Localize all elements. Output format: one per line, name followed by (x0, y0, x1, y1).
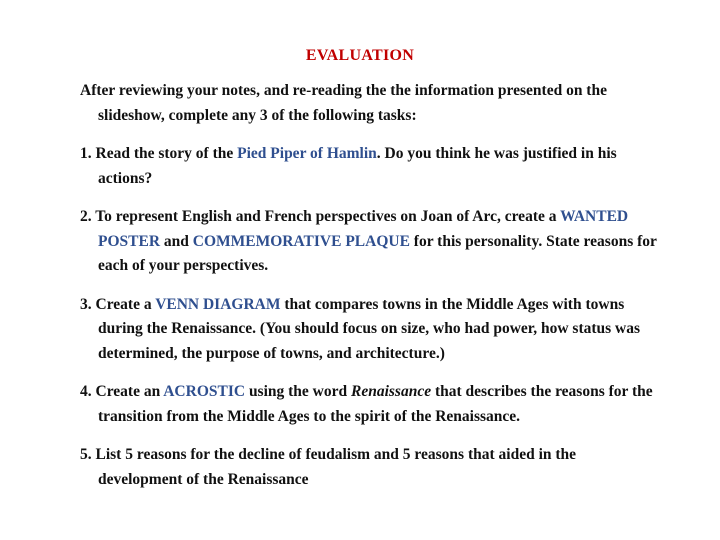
task-text: using the word (245, 383, 351, 400)
task-highlight: VENN DIAGRAM (155, 295, 281, 313)
task-text: 1. Read the story of the (80, 145, 238, 162)
slide-body (80, 79, 660, 506)
task-5: 5. List 5 reasons for the decline of feudalism and 5 reasons that aided in the development of the Renaissance (80, 446, 577, 488)
task-italic-word: Renaissance (351, 383, 432, 400)
task-1 (80, 142, 660, 191)
task-highlight: WANTED POSTER (98, 208, 629, 250)
task-highlight: ACROSTIC (163, 383, 246, 400)
task-highlight: COMMEMORATIVE PLAQUE (192, 232, 410, 250)
slide-title: EVALUATION (305, 47, 415, 64)
task-4 (80, 380, 660, 429)
task-text: for this personality. State reasons for each of your perspectives. (98, 232, 657, 274)
intro-paragraph: After reviewing your notes, and re-reading the the information presented on the slideshow, complete any 3 of the following tasks: (80, 82, 607, 124)
task-text: 2. To represent English and French perspectives on Joan of Arc, create a (80, 208, 561, 225)
task-text: 3. Create a (80, 295, 156, 313)
task-text: that describes the reasons for the transition from the Middle Ages to the spirit of the Renaissance. (98, 383, 653, 425)
task-text: and (160, 232, 193, 250)
task-highlight: Pied Piper of Hamlin (237, 145, 377, 162)
task-text: that compares towns in the Middle Ages with towns during the Renaissance. (You should focus on size, who had power, how status was determined, the purpose of towns, and architecture.) (98, 295, 641, 362)
task-2 (80, 205, 660, 279)
task-text: . Do you think he was justified in his actions? (98, 145, 617, 187)
task-3 (80, 293, 660, 367)
task-text: 4. Create an (80, 383, 164, 400)
